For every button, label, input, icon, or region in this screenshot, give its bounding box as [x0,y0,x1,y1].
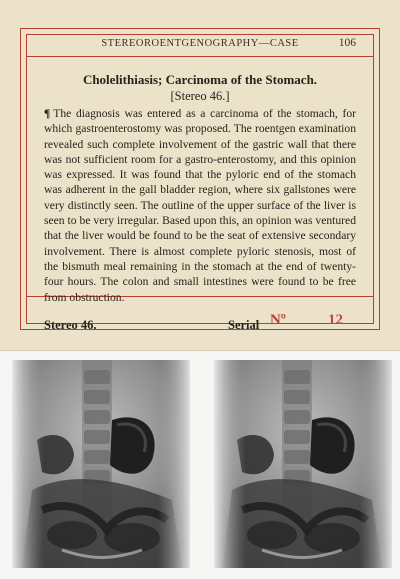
page-number: 106 [338,37,356,49]
header-rule [26,56,374,57]
stereo-label: Stereo 46. [44,318,97,332]
case-body: The diagnosis was entered as a carcinoma of the stomach, for which gastroenterostomy was proposed. The roentgen examination revealed such complete involvement of the gastric wall that there was not sufficient room for a gastro-enterostomy, and this opinion was expressed. It was found that the pyloric end of the stomach was adherent in the gall bladder region, where six gallstones were very distinctly seen. The outline of the upper surface of the liver is seen to be very irregular. Based upon this, an opinion was ventured that the liver would be found to be the seat of extensive secondary involvement. There is almost complete pyloric stenosis, most of the bismuth meal remaining in the stomach at the end of twenty-four hours. The colon and small intestines were found to be free from obstruction. [44,107,356,304]
case-description [44,106,356,305]
serial-label: Serial [228,318,260,332]
xray-image-left [12,360,190,568]
serial-number: 12 [328,312,343,328]
running-title: STEREOROENTGENOGRAPHY—CASE [101,38,299,49]
xray-image-right [214,360,392,568]
number-sign: Nº [270,312,286,328]
case-title: Cholelithiasis; Carcinoma of the Stomach. [82,72,318,87]
pilcrow-mark: ¶ [44,107,51,120]
case-subtitle: [Stereo 46.] [170,89,230,103]
